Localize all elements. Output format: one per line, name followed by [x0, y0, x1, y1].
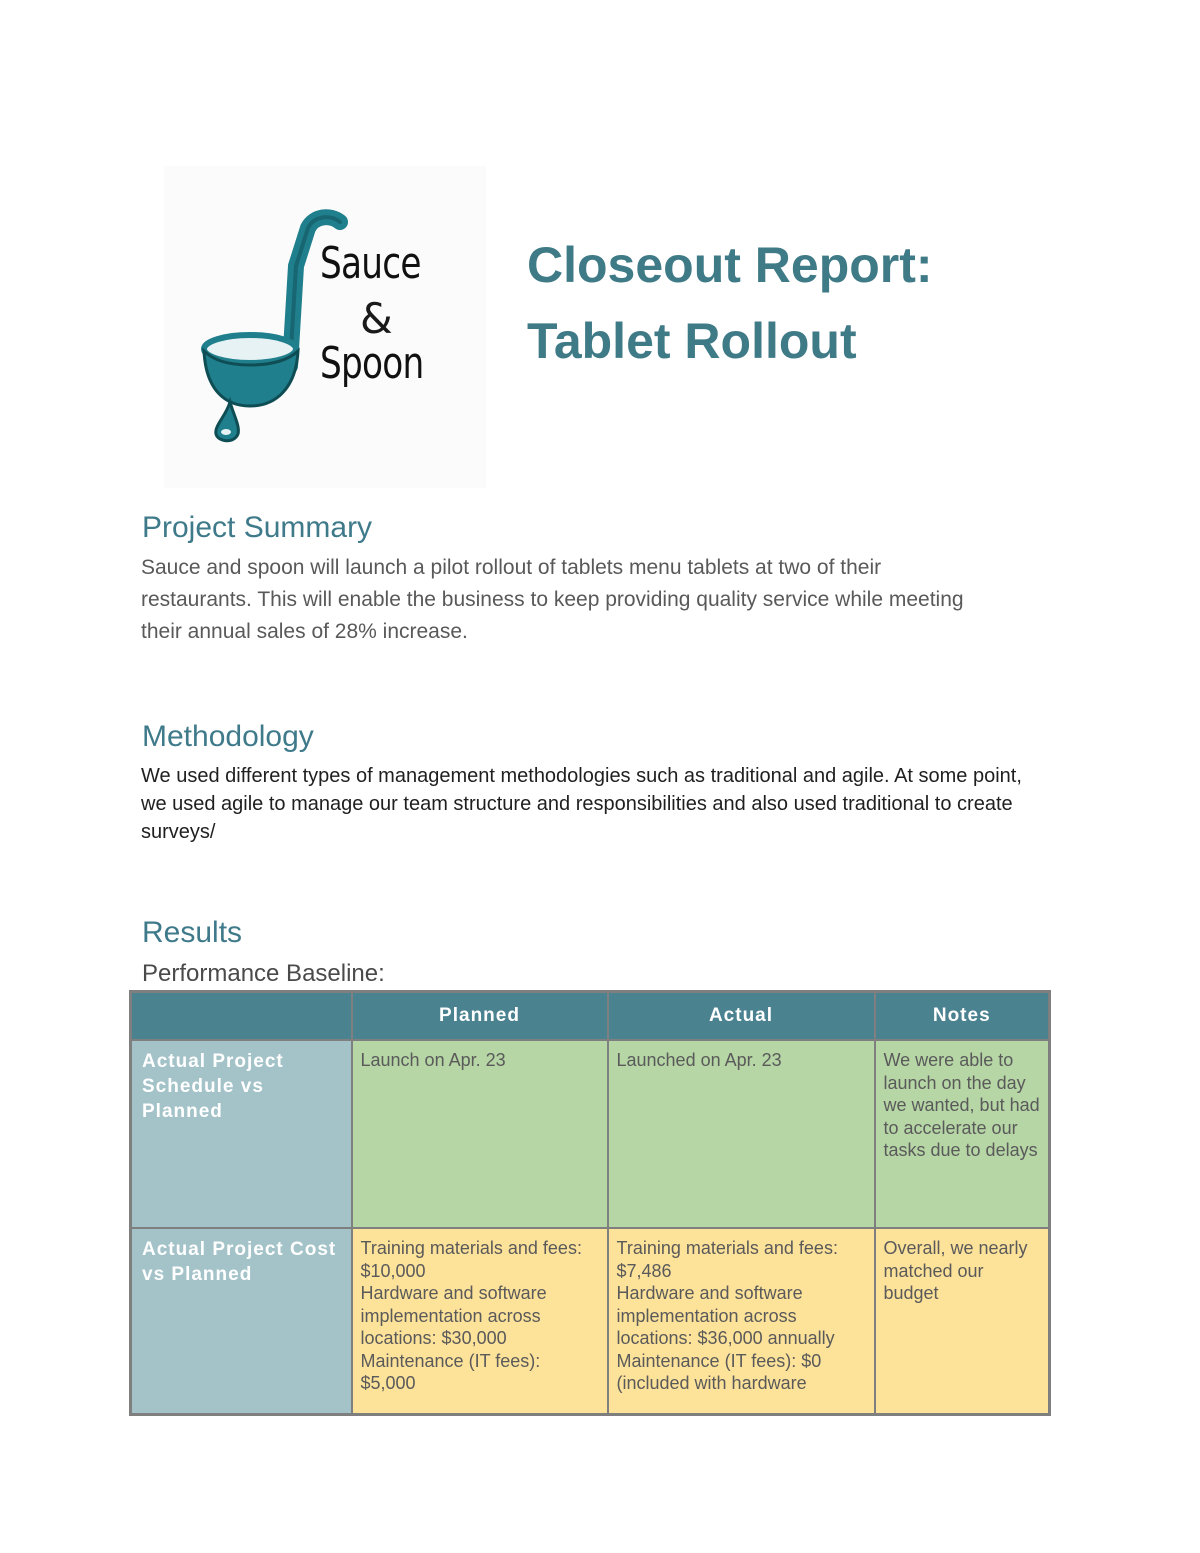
table-header-actual: Actual [608, 992, 875, 1041]
cost-planned-hardware: Hardware and software implementation across locations: $30,000 [360, 1283, 547, 1348]
methodology-text: We used different types of management methodologies such as traditional and agile. At some point, we used agile to manage our team structure and responsibilities and also used traditional to create surveys/ [141, 765, 1022, 843]
project-summary-heading: Project Summary [142, 511, 373, 544]
project-summary-text: Sauce and spoon will launch a pilot rollout of tablets menu tablets at two of their restaurants. This will enable the business to keep providing quality service while meeting their annual sales of 28% increase. [141, 556, 964, 643]
table-header-notes: Notes [875, 992, 1050, 1041]
results-heading: Results [142, 916, 243, 949]
ladle-icon [164, 166, 486, 488]
cost-actual-training: Training materials and fees: $7,486 [616, 1238, 838, 1281]
logo-word-sauce: Sauce [320, 238, 421, 289]
schedule-notes-text: We were able to launch on the day we wanted, but had to accelerate our tasks due to delays [883, 1050, 1040, 1160]
page-title-line-2: Tablet Rollout [527, 313, 857, 369]
table-header-planned: Planned [352, 992, 608, 1041]
schedule-notes-cell [875, 1040, 1050, 1228]
cost-actual-maintenance: Maintenance (IT fees): $0 (included with hardware [616, 1350, 822, 1393]
table-row [131, 1040, 1050, 1228]
row-label-cost: Actual Project Cost vs Planned [131, 1228, 352, 1415]
cost-actual-hardware: Hardware and software implementation across locations: $36,000 annually [616, 1283, 835, 1348]
sauce-and-spoon-logo [164, 166, 486, 488]
cost-planned-cell [352, 1228, 608, 1415]
schedule-planned-text: Launch on Apr. 23 [360, 1050, 506, 1070]
page-title-line-1: Closeout Report: [527, 237, 933, 293]
cost-notes-cell [875, 1228, 1050, 1415]
table-header-blank [131, 992, 352, 1041]
schedule-planned-cell [352, 1040, 608, 1228]
row-label-schedule: Actual Project Schedule vs Planned [131, 1040, 352, 1228]
logo-ampersand: & [360, 294, 392, 343]
table-row [131, 1228, 1050, 1415]
cost-planned-training: Training materials and fees: $10,000 [360, 1238, 582, 1281]
performance-baseline-table [129, 990, 1051, 1416]
logo-word-spoon: Spoon [320, 338, 424, 389]
performance-baseline-label: Performance Baseline: [142, 960, 385, 987]
schedule-actual-cell [608, 1040, 875, 1228]
methodology-heading: Methodology [142, 720, 314, 753]
cost-notes-text: Overall, we nearly matched our budget [883, 1238, 1028, 1303]
cost-actual-cell [608, 1228, 875, 1415]
cost-planned-maintenance: Maintenance (IT fees): $5,000 [360, 1350, 541, 1393]
schedule-actual-text: Launched on Apr. 23 [616, 1050, 782, 1070]
table-header-row [131, 992, 1050, 1041]
